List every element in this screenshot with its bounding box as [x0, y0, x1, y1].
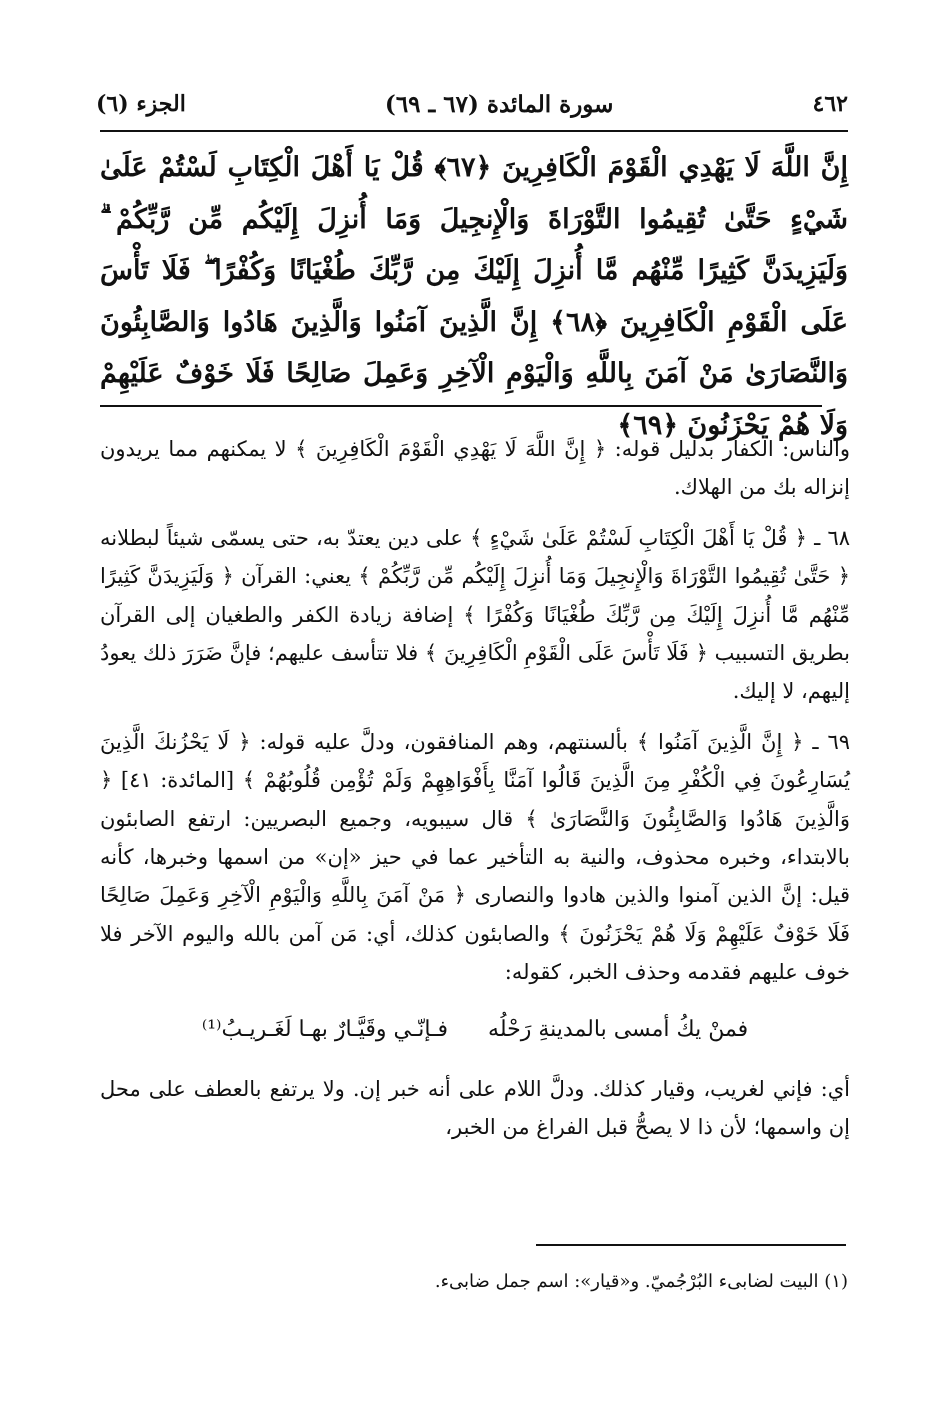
- quran-text-block: إِنَّ اللَّهَ لَا يَهْدِي الْقَوْمَ الْكَافِرِينَ ﴿٦٧﴾ قُلْ يَا أَهْلَ الْكِتَابِ لَسْتُمْ عَلَىٰ شَيْءٍ حَتَّىٰ تُقِيمُوا التَّوْرَاةَ وَالْإِنجِيلَ وَمَا أُنزِلَ إِلَيْكُم مِّن رَّبِّكُمْ ۗ وَلَيَزِيدَنَّ كَثِيرًا مِّنْهُم مَّا أُنزِلَ إِلَيْكَ مِن رَّبِّكَ طُغْيَانًا وَكُفْرًا ۖ فَلَا تَأْسَ عَلَى الْقَوْمِ الْكَافِرِينَ ﴿٦٨﴾ إِنَّ الَّذِينَ آمَنُوا وَالَّذِينَ هَادُوا وَالصَّابِئُونَ وَالنَّصَارَىٰ مَنْ آمَنَ بِاللَّهِ وَالْيَوْمِ الْآخِرِ وَعَمِلَ صَالِحًا فَلَا خَوْفٌ عَلَيْهِمْ وَلَا هُمْ يَحْزَنُونَ ﴿٦٩﴾: [100, 152, 848, 441]
- footnote: (١) البيت لضابىء البُرْجُميّ. و«قيار»: اسم جمل ضابىء.: [434, 1271, 848, 1292]
- page-header: [96, 84, 848, 124]
- commentary-paragraph: ٦٨ ـ ﴿ قُلْ يَا أَهْلَ الْكِتَابِ لَسْتُمْ عَلَىٰ شَيْءٍ ﴾ على دين يعتدّ به، حتى يسمّى شيئاً لبطلانه ﴿ حَتَّىٰ تُقِيمُوا التَّوْرَاةَ وَالْإِنجِيلَ وَمَا أُنزِلَ إِلَيْكُم مِّن رَّبِّكُمْ ﴾ يعني: القرآن ﴿ وَلَيَزِيدَنَّ كَثِيرًا مِّنْهُم مَّا أُنزِلَ إِلَيْكَ مِن رَّبِّكَ طُغْيَانًا وَكُفْرًا ﴾ إضافة زيادة الكفر والطغيان إلى القرآن بطريق التسبيب ﴿ فَلَا تَأْسَ عَلَى الْقَوْمِ الْكَافِرِينَ ﴾ فلا تتأسف عليهم؛ فإنَّ ضَرَرَ ذلك يعودُ إليهم، لا إليك.: [100, 525, 850, 704]
- header-divider: [100, 130, 848, 132]
- commentary-paragraph: ٦٩ ـ ﴿ إِنَّ الَّذِينَ آمَنُوا ﴾ بألسنتهم، وهم المنافقون، ودلَّ عليه قوله: ﴿ لَا يَحْزُنكَ الَّذِينَ يُسَارِعُونَ فِي الْكُفْرِ مِنَ الَّذِينَ قَالُوا آمَنَّا بِأَفْوَاهِهِمْ وَلَمْ تُؤْمِن قُلُوبُهُمْ ﴾ [المائدة: ٤١] ﴿ وَالَّذِينَ هَادُوا وَالصَّابِئُونَ وَالنَّصَارَىٰ ﴾ قال سيبويه، وجميع البصريين: ارتفع الصابئون بالابتداء، وخبره محذوف، والنية به التأخير عما في حيز «إن» من اسمها وخبرها، كأنه قيل: إنَّ الذين آمنوا والذين هادوا والنصارى ﴿ مَنْ آمَنَ بِاللَّهِ وَالْيَوْمِ الْآخِرِ وَعَمِلَ صَالِحًا فَلَا خَوْفٌ عَلَيْهِمْ وَلَا هُمْ يَحْزَنُونَ ﴾ والصابئون كذلك، أي: مَن آمن بالله واليوم الآخر فلا خوف عليهم فقدمه وحذف الخبر، كقوله:: [100, 729, 850, 985]
- commentary-paragraph: والناس: الكفار بدليل قوله: ﴿ إِنَّ اللَّهَ لَا يَهْدِي الْقَوْمَ الْكَافِرِينَ ﴾ لا يمكنهم مما يريدون إنزاله بك من الهلاك.: [100, 437, 850, 500]
- commentary-body: [100, 430, 850, 1159]
- verse-first-hemistich: فمنْ يكُ أمسى بالمدينةِ رَحْلُه: [488, 1016, 749, 1042]
- page-number: ٤٦٢: [812, 91, 848, 117]
- quran-divider: [100, 405, 822, 407]
- footnote-divider: [536, 1244, 846, 1246]
- juz-label: الجزء (٦): [96, 91, 186, 117]
- verse-second-hemistich: فـإنّـي وقَيَّـارٌ بهـا لَغَـريـبُ⁽¹⁾: [201, 1016, 449, 1042]
- commentary-paragraph: أي: فإني لغريب، وقيار كذلك. ودلَّ اللام على أنه خبر إن. ولا يرتفع بالعطف على محل إن واسمها؛ لأن ذا لا يصحُّ قبل الفراغ من الخبر،: [100, 1076, 850, 1140]
- surah-title: سورة المائدة (٦٧ ـ ٦٩): [384, 90, 614, 118]
- poetry-verse: [100, 1010, 850, 1050]
